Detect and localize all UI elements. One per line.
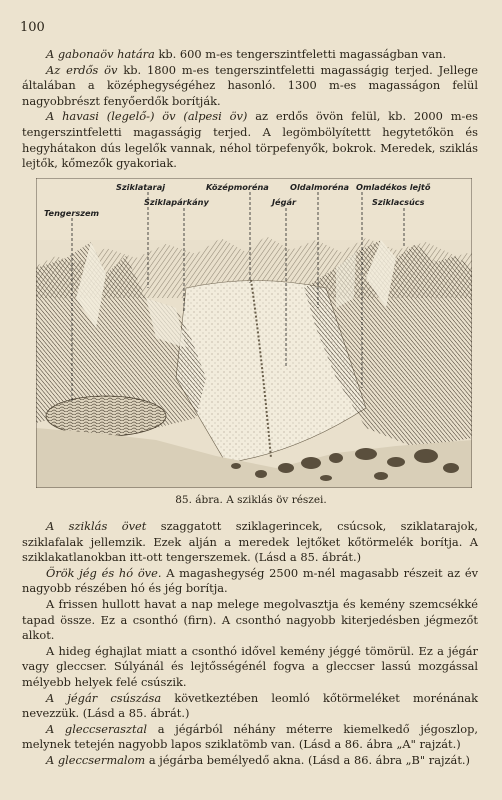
paragraph xyxy=(22,753,478,769)
label-kozepmorena: Középmoréna xyxy=(206,182,269,192)
figure-caption: 85. ábra. A sziklás öv részei. xyxy=(175,494,327,506)
paragraph-text: kb. 1800 m-es tengerszintfeletti magasságig terjed. Jellege általában a középhegységéhez hasonló. 1300 m-es magasságon felül nagyobbrészt fenyőerdők borítják. xyxy=(22,62,478,108)
paragraph-text: A frissen hullott havat a nap melege megolvasztja és kemény szemcsékké tapad össze. Ez a csonthó (firn). A csonthó nagyobb kiterjedésben jégmezőt alkot. xyxy=(22,596,478,643)
paragraph xyxy=(22,644,478,691)
text-block-top xyxy=(22,47,478,172)
paragraph-text: a jégárba bemélyedő akna. (Lásd a 86. ábra „B" rajzát.) xyxy=(145,752,470,767)
paragraph-text: A hideg éghajlat miatt a csonthó idővel kemény jéggé tömörül. Ez a jégár vagy gleccser. Súlyánál és lejtősségénél fogva a gleccser lassú mozgással mélyebb helyek felé csúszik. xyxy=(22,643,478,689)
paragraph-text: A magashegység 2500 m-nél magasabb részeit az év nagyobb részében hó és jég borítja. xyxy=(22,565,478,596)
paragraph xyxy=(22,519,478,566)
paragraph-text: következtében leomló kőtörmeléket morénának nevezzük. (Lásd a 85. ábrát.) xyxy=(22,690,478,721)
paragraph xyxy=(22,47,478,63)
label-jegar: Jégár xyxy=(272,197,297,207)
emphasis-term: A gleccserasztal xyxy=(46,721,148,736)
emphasis-term: A gleccsermalom xyxy=(46,752,146,767)
emphasis-term: A sziklás övet xyxy=(46,519,147,533)
paragraph-text: kb. 600 m-es tengerszintfeletti magasságban van. xyxy=(154,47,447,61)
paragraph xyxy=(22,63,478,110)
paragraph-text: az erdős övön felül, kb. 2000 m-es tengerszintfeletti magasságig terjed. A legömbölyítettt hegytetőkön és hegyhátakon dús legelők vannak, néhol törpefenyők, bokrok. Meredek, sziklás lejtők, kőmezők gyakoriak. xyxy=(22,109,478,171)
emphasis-term: A havasi (legelő-) öv (alpesi öv) xyxy=(46,109,248,124)
paragraph-text: a jégárból néhány méterre kiemelkedő jégoszlop, melynek tetején nagyobb lapos sziklatömb van. (Lásd a 86. ábra „A" rajzát.) xyxy=(22,721,478,752)
text-block-bottom xyxy=(22,519,478,769)
label-oldalmorena: Oldalmoréna xyxy=(290,182,350,192)
paragraph xyxy=(22,597,478,644)
label-tengerszem: Tengerszem xyxy=(44,208,100,218)
paragraph xyxy=(22,722,478,753)
emphasis-term: Az erdős öv xyxy=(46,62,118,77)
page-number: 100 xyxy=(20,20,45,35)
emphasis-term: A jégár csúszása xyxy=(46,690,162,705)
label-sziklataraj: Sziklataraj xyxy=(116,182,166,192)
label-omladekos-lejto: Omladékos lejtő xyxy=(356,182,431,192)
paragraph-text: szaggatott sziklagerincek, csúcsok, sziklatarajok, sziklafalak jellemzik. Ezek alján a meredek lejtőket kőtörmelék borítja. A sziklakatlanokban itt-ott tengerszemek. (Lásd a 85. ábrát.) xyxy=(22,519,478,565)
label-sziklaparkany: Sziklapárkány xyxy=(144,197,209,207)
paragraph xyxy=(22,691,478,722)
paragraph xyxy=(22,566,478,597)
mountain-illustration xyxy=(36,178,472,488)
emphasis-term: Örök jég és hó öve. xyxy=(46,565,162,580)
label-sziklacsucs: Sziklacsúcs xyxy=(372,197,425,207)
emphasis-term: A gabonaöv határa xyxy=(46,47,155,61)
paragraph xyxy=(22,109,478,171)
